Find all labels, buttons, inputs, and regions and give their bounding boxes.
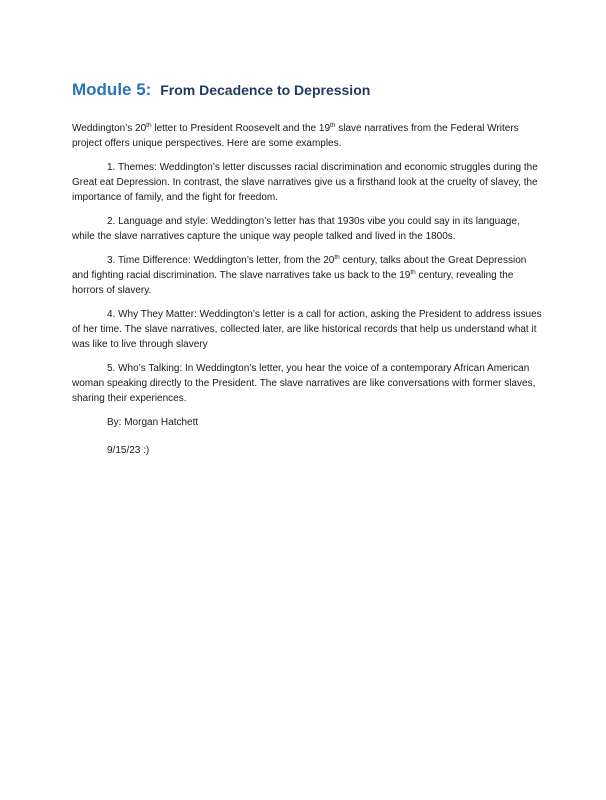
intro-text-2: letter to President Roosevelt and the 19 [151,123,331,134]
point-why-they-matter: 4. Why They Matter: Weddington’s letter is a call for action, asking the President to address issues of her time. The slave narratives, collected later, are like historical records that help us understand what it was like to live through slavery [72,309,542,350]
intro-superscript-1: th [146,122,152,129]
intro-text-3: slave narratives from the Federal Writers project offers unique perspectives. Here are some examples. [72,123,519,149]
intro-paragraph [72,121,542,151]
time-superscript-1: th [334,254,340,261]
time-text-2: century, talks about the Great Depression and fighting racial discrimination. The slave narratives take us back to the 19 [72,255,527,281]
author-signature: By: Morgan Hatchett [107,417,199,428]
module-label: Module 5: [72,80,152,99]
intro-superscript-2: th [330,122,336,129]
intro-text-1: Weddington’s 20 [72,123,147,134]
time-text-1: 3. Time Difference: Weddington’s letter, from the 20 [107,255,335,266]
time-text-3: century, revealing the horrors of slavery. [72,270,514,296]
point-themes: 1. Themes: Weddington’s letter discusses racial discrimination and economic struggles during the Great eat Depression. In contrast, the slave narratives give us a firsthand look at the cruelty of slavey, the importance of family, and the fight for freedom. [72,162,538,203]
document-page [72,70,542,471]
point-whos-talking: 5. Who’s Talking: In Weddington’s letter, you hear the voice of a contemporary African American woman speaking directly to the President. The slave narratives are like conversations with former slaves, sharing their experiences. [72,363,536,404]
page-title [72,70,542,104]
document-date: 9/15/23 :) [107,445,150,456]
point-language: 2. Language and style: Weddington’s letter has that 1930s vibe you could say in its language, while the slave narratives capture the unique way people talked and lived in the 1800s. [72,216,520,242]
point-time-difference [72,253,542,298]
time-superscript-2: th [410,269,416,276]
module-subtitle: From Decadence to Depression [160,82,371,98]
